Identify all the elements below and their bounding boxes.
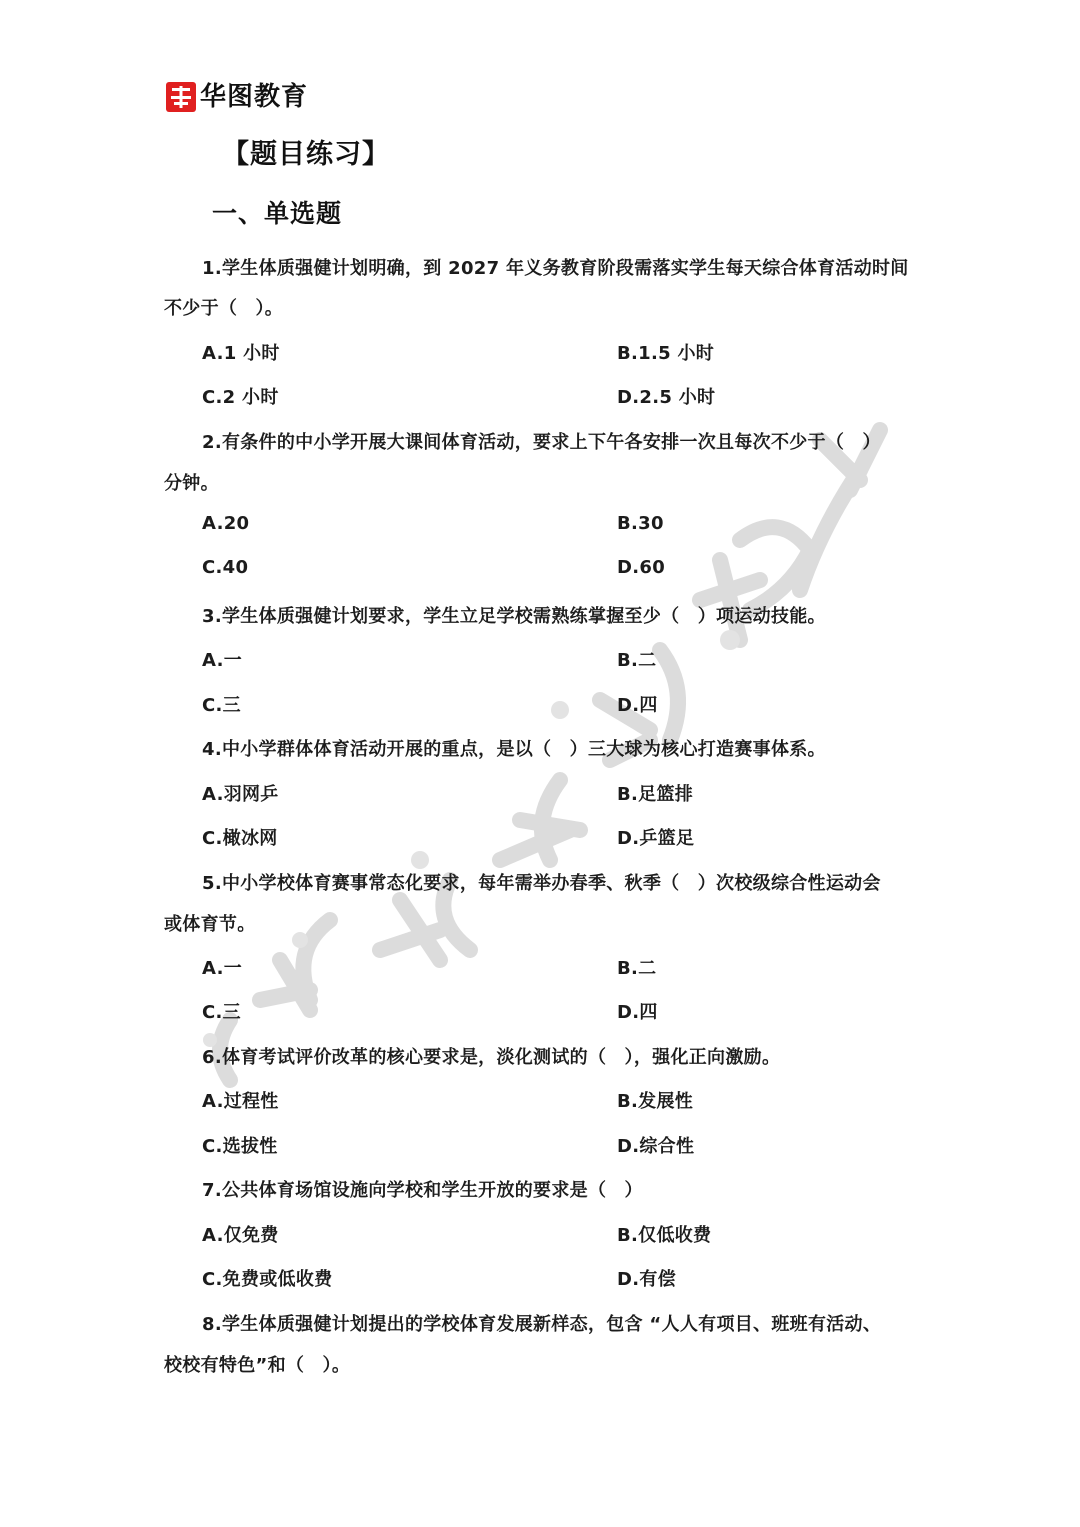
question-7-option-d: D.有偿 bbox=[617, 1269, 676, 1290]
question-5-option-b: B.二 bbox=[617, 958, 657, 979]
question-6-option-c: C.选拔性 bbox=[202, 1136, 278, 1157]
question-5-stem: 5.中小学校体育赛事常态化要求，每年需举办春季、秋季（ ）次校级综合性运动会 bbox=[202, 873, 881, 894]
question-5-option-d: D.四 bbox=[617, 1002, 658, 1023]
question-4-stem: 4.中小学群体体育活动开展的重点，是以（ ）三大球为核心打造赛事体系。 bbox=[202, 739, 826, 760]
question-7-option-c: C.免费或低收费 bbox=[202, 1269, 333, 1290]
question-1-option-b: B.1.5 小时 bbox=[617, 343, 715, 364]
question-1-option-c: C.2 小时 bbox=[202, 387, 279, 408]
question-2-option-c: C.40 bbox=[202, 557, 249, 578]
question-2-stem-cont: 分钟。 bbox=[164, 473, 219, 494]
question-6-stem: 6.体育考试评价改革的核心要求是，淡化测试的（ ），强化正向激励。 bbox=[202, 1047, 781, 1068]
question-5-option-a: A.一 bbox=[202, 958, 243, 979]
question-1-stem: 1.学生体质强健计划明确，到 2027 年义务教育阶段需落实学生每天综合体育活动时间 bbox=[202, 258, 909, 279]
question-8-stem: 8.学生体质强健计划提出的学校体育发展新样态，包含 “人人有项目、班班有活动、 bbox=[202, 1314, 882, 1335]
question-3-option-b: B.二 bbox=[617, 650, 657, 671]
question-1-option-a: A.1 小时 bbox=[202, 343, 280, 364]
question-8-stem-cont: 校校有特色”和（ ）。 bbox=[164, 1355, 351, 1376]
question-5-stem-cont: 或体育节。 bbox=[164, 914, 256, 935]
question-3-option-d: D.四 bbox=[617, 695, 658, 716]
question-4-option-a: A.羽网乒 bbox=[202, 784, 279, 805]
question-3-stem: 3.学生体质强健计划要求，学生立足学校需熟练掌握至少（ ）项运动技能。 bbox=[202, 606, 826, 627]
question-6-option-a: A.过程性 bbox=[202, 1091, 279, 1112]
question-4-option-d: D.乒篮足 bbox=[617, 828, 695, 849]
question-7-option-b: B.仅低收费 bbox=[617, 1225, 712, 1246]
question-2-option-d: D.60 bbox=[617, 557, 666, 578]
question-7-option-a: A.仅免费 bbox=[202, 1225, 279, 1246]
section-title: 【题目练习】 bbox=[222, 139, 390, 170]
huatu-logo-icon bbox=[166, 82, 196, 112]
question-2-stem: 2.有条件的中小学开展大课间体育活动，要求上下午各安排一次且每次不少于（ ） bbox=[202, 432, 881, 453]
question-2-option-a: A.20 bbox=[202, 513, 250, 534]
question-1-option-d: D.2.5 小时 bbox=[617, 387, 716, 408]
section-subtitle: 一、单选题 bbox=[212, 199, 343, 228]
question-3-option-a: A.一 bbox=[202, 650, 243, 671]
question-5-option-c: C.三 bbox=[202, 1002, 241, 1023]
question-1-stem-cont: 不少于（ ）。 bbox=[164, 298, 284, 319]
brand-logo bbox=[166, 82, 308, 112]
question-4-option-b: B.足篮排 bbox=[617, 784, 694, 805]
question-6-option-b: B.发展性 bbox=[617, 1091, 694, 1112]
question-6-option-d: D.综合性 bbox=[617, 1136, 695, 1157]
brand-name: 华图教育 bbox=[200, 82, 309, 112]
question-2-option-b: B.30 bbox=[617, 513, 664, 534]
question-3-option-c: C.三 bbox=[202, 695, 241, 716]
question-4-option-c: C.橄冰网 bbox=[202, 828, 278, 849]
question-7-stem: 7.公共体育场馆设施向学校和学生开放的要求是（ ） bbox=[202, 1180, 643, 1201]
